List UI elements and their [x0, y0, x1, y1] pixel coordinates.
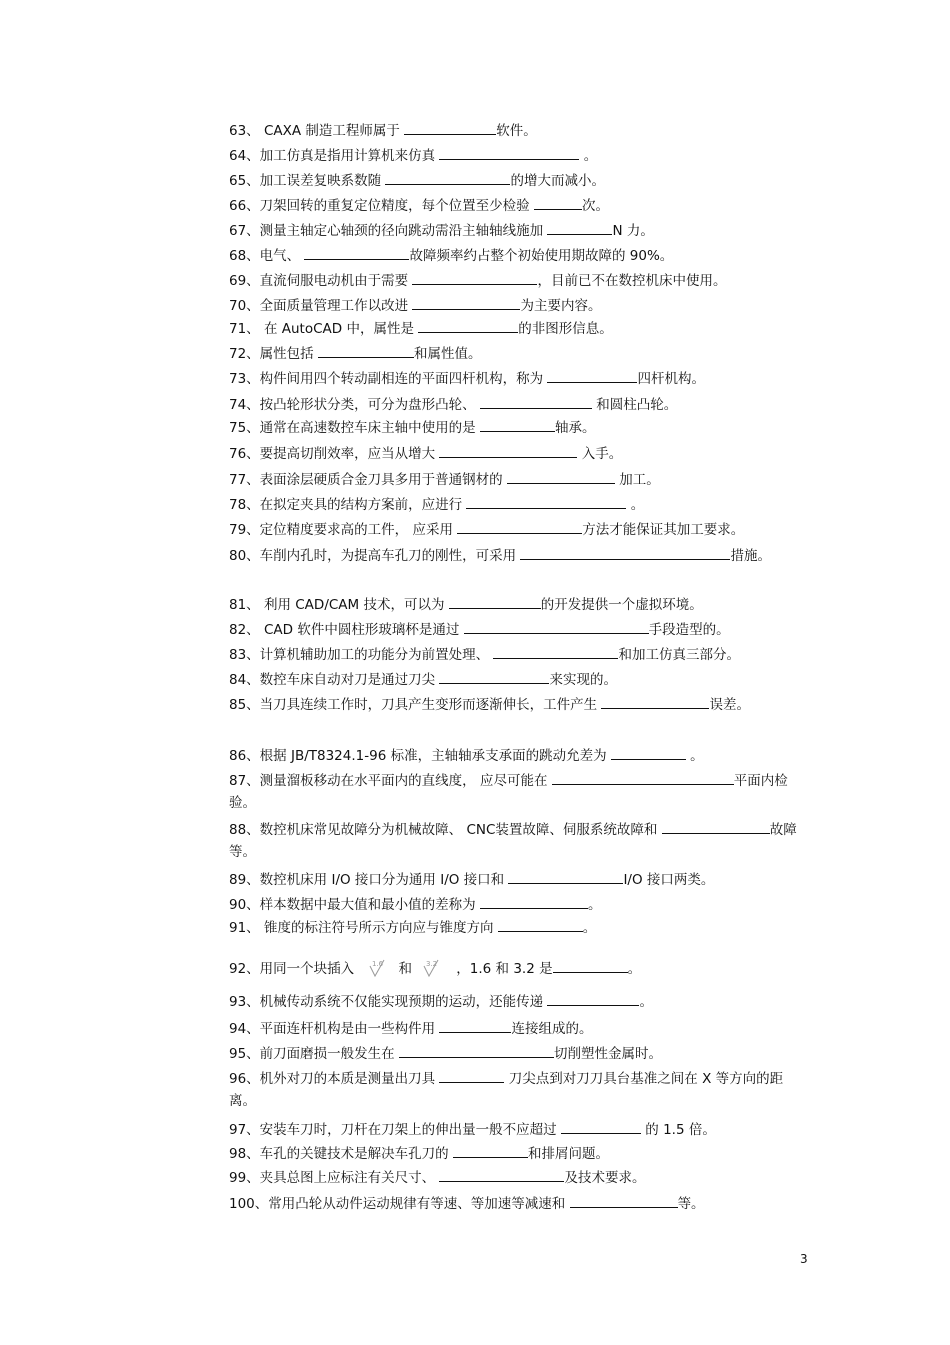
answer-blank[interactable]: [412, 295, 520, 310]
question-item: [229, 343, 809, 365]
answer-blank[interactable]: [412, 270, 537, 285]
question-text: 和加工仿真三部分。: [618, 647, 740, 663]
question-text: 89、数控机床用 I/O 接口分为通用 I/O 接口和: [229, 872, 509, 888]
question-text: 78、在拟定夹具的结构方案前，应进行: [229, 497, 467, 513]
question-text: 和: [398, 961, 412, 977]
question-text: 等。: [677, 1196, 705, 1212]
question-text: 及技术要求。: [564, 1170, 646, 1186]
question-text: 93、机械传动系统不仅能实现预期的运动，还能传递: [229, 994, 548, 1010]
question-text: 误差。: [709, 697, 750, 713]
question-item: [229, 145, 809, 167]
question-text: 94、平面连杆机构是由一些构件用: [229, 1021, 440, 1037]
question-text: 88、数控机床常见故障分为机械故障、 CNC装置故障、伺服系统故障和: [229, 822, 662, 838]
question-item: [229, 1068, 809, 1112]
question-text: 手段造型的。: [648, 622, 730, 638]
question-item: [229, 669, 809, 691]
question-item: [229, 220, 809, 242]
answer-blank[interactable]: [552, 770, 734, 785]
question-item: [229, 1143, 809, 1165]
question-text: 63、 CAXA 制造工程师属于: [229, 123, 405, 139]
question-item: [229, 469, 809, 491]
question-item: [229, 894, 809, 916]
question-text: 76、要提高切削效率，应当从增大: [229, 446, 440, 462]
question-text: 71、 在 AutoCAD 中，属性是: [229, 321, 419, 337]
question-text: ，1.6 和 3.2 是: [451, 961, 553, 977]
question-text: 为主要内容。: [520, 298, 602, 314]
question-text: 平面内检验。: [229, 773, 788, 811]
question-text: 故障频率约占整个初始使用期故障的 90%。: [409, 248, 674, 264]
question-text: 切削塑性金属时。: [553, 1046, 662, 1062]
answer-blank[interactable]: [466, 494, 626, 509]
answer-blank[interactable]: [404, 120, 496, 135]
answer-blank[interactable]: [457, 519, 582, 534]
answer-blank[interactable]: [493, 644, 618, 659]
question-item: [229, 1018, 809, 1040]
question-item: [229, 745, 809, 767]
question-item: [229, 519, 809, 541]
question-text: 72、属性包括: [229, 346, 318, 362]
question-item: [229, 545, 809, 567]
answer-blank[interactable]: [449, 594, 541, 609]
answer-blank[interactable]: [547, 368, 637, 383]
question-text: 95、前刀面磨损一般发生在: [229, 1046, 399, 1062]
answer-blank[interactable]: [439, 669, 549, 684]
question-text: 64、加工仿真是指用计算机来仿真: [229, 148, 440, 164]
answer-blank[interactable]: [553, 958, 628, 973]
question-text: 77、表面涂层硬质合金刀具多用于普通钢材的: [229, 472, 507, 488]
question-text: 刀尖点到对刀刀具台基准之间在 X 等方向的距离。: [229, 1071, 784, 1109]
question-item: [229, 1043, 809, 1065]
question-text: 69、直流伺服电动机由于需要: [229, 273, 413, 289]
question-text: 。: [579, 148, 598, 164]
answer-blank[interactable]: [570, 1193, 678, 1208]
question-text: 来实现的。: [549, 672, 617, 688]
answer-blank[interactable]: [611, 745, 686, 760]
answer-blank[interactable]: [439, 443, 577, 458]
answer-blank[interactable]: [601, 694, 709, 709]
question-text: 86、根据 JB/T8324.1-96 标准，主轴轴承支承面的跳动允差为: [229, 748, 611, 764]
question-item: [229, 917, 809, 939]
question-text: 和排屑问题。: [527, 1146, 609, 1162]
question-text: 79、定位精度要求高的工件， 应采用: [229, 522, 458, 538]
answer-blank[interactable]: [439, 1167, 564, 1182]
question-text: I/O 接口两类。: [623, 872, 715, 888]
roughness-value: 1.6: [372, 960, 384, 968]
answer-blank[interactable]: [547, 220, 612, 235]
question-item: [229, 644, 809, 666]
answer-blank[interactable]: [507, 469, 615, 484]
question-text: 96、机外对刀的本质是测量出刀具: [229, 1071, 440, 1087]
question-item: [229, 195, 809, 217]
roughness-value: 3.2: [425, 960, 438, 968]
question-item: [229, 991, 809, 1013]
question-item: [229, 694, 809, 716]
question-item: [229, 245, 809, 267]
question-text: 。: [685, 748, 704, 764]
question-item: [229, 120, 809, 142]
question-text: 100、常用凸轮从动件运动规律有等速、等加速等减速和: [229, 1196, 570, 1212]
question-text: 。: [627, 961, 642, 977]
question-text: 和属性值。: [413, 346, 482, 362]
question-item: [229, 869, 809, 891]
question-text: N 力。: [612, 223, 654, 239]
question-item: [229, 958, 809, 980]
question-item: [229, 368, 809, 390]
question-text: 。: [639, 994, 653, 1010]
question-text: 66、刀架回转的重复定位精度，每个位置至少检验: [229, 198, 534, 214]
answer-blank[interactable]: [561, 1119, 641, 1134]
question-item: [229, 270, 809, 292]
answer-blank[interactable]: [480, 417, 555, 432]
question-item: [229, 619, 809, 641]
question-item: [229, 770, 809, 814]
question-text: 74、按凸轮形状分类，可分为盘形凸轮、: [229, 397, 480, 413]
question-text: 的增大而减小。: [510, 173, 605, 189]
answer-blank[interactable]: [662, 819, 770, 834]
question-text: 92、用同一个块插入: [229, 961, 359, 977]
question-text: 73、构件间用四个转动副相连的平面四杆机构，称为: [229, 371, 548, 387]
question-text: 75、通常在高速数控车床主轴中使用的是: [229, 420, 480, 436]
question-text: 70、全面质量管理工作以改进: [229, 298, 413, 314]
question-text: 软件。: [496, 123, 537, 139]
question-text: 90、样本数据中最大值和最小值的差称为: [229, 897, 480, 913]
answer-blank[interactable]: [418, 318, 518, 333]
question-text: 97、安装车刀时，刀杆在刀架上的伸出量一般不应超过: [229, 1122, 561, 1138]
question-text: 的 1.5 倍。: [640, 1122, 716, 1138]
question-item: [229, 1167, 809, 1189]
question-item: [229, 443, 809, 465]
question-text: 65、加工误差复映系数随: [229, 173, 386, 189]
answer-blank[interactable]: [453, 1143, 528, 1158]
roughness-symbol-icon: [418, 958, 446, 980]
question-item: [229, 417, 809, 439]
question-text: 83、计算机辅助加工的功能分为前置处理、: [229, 647, 494, 663]
answer-blank[interactable]: [304, 245, 409, 260]
question-text: 连接组成的。: [511, 1021, 593, 1037]
question-item: [229, 1119, 809, 1141]
answer-blank[interactable]: [439, 1068, 504, 1083]
question-text: 82、 CAD 软件中圆柱形玻璃杯是通过: [229, 622, 464, 638]
question-item: [229, 394, 809, 416]
question-text: 的开发提供一个虚拟环境。: [540, 597, 703, 613]
question-item: [229, 170, 809, 192]
question-item: [229, 819, 809, 863]
question-text: 措施。: [730, 548, 771, 564]
question-text: 67、测量主轴定心轴颈的径向跳动需沿主轴轴线施加: [229, 223, 548, 239]
question-text: 次。: [581, 198, 609, 214]
question-text: 99、夹具总图上应标注有关尺寸、: [229, 1170, 440, 1186]
answer-blank[interactable]: [439, 1018, 511, 1033]
question-item: [229, 1193, 809, 1215]
question-text: 和圆柱凸轮。: [591, 397, 678, 413]
answer-blank[interactable]: [508, 869, 623, 884]
question-item: [229, 295, 809, 317]
answer-blank[interactable]: [480, 394, 592, 409]
question-text: 98、车孔的关键技术是解决车孔刀的: [229, 1146, 453, 1162]
question-text: 四杆机构。: [637, 371, 705, 387]
question-text: 85、当刀具连续工作时，刀具产生变形而逐渐伸长，工件产生: [229, 697, 602, 713]
roughness-symbol-icon: [364, 958, 392, 980]
question-text: 。: [587, 897, 602, 913]
question-item: [229, 594, 809, 616]
question-text: 。: [582, 920, 597, 936]
answer-blank[interactable]: [439, 145, 579, 160]
question-text: ，目前已不在数控机床中使用。: [537, 273, 727, 289]
question-text: 方法才能保证其加工要求。: [582, 522, 745, 538]
question-text: 68、电气、: [229, 248, 305, 264]
question-item: [229, 494, 809, 516]
answer-blank[interactable]: [464, 619, 649, 634]
answer-blank[interactable]: [498, 917, 583, 932]
question-text: 80、车削内孔时，为提高车孔刀的刚性，可采用: [229, 548, 521, 564]
question-text: 81、 利用 CAD/CAM 技术，可以为: [229, 597, 449, 613]
page-number: 3: [800, 1252, 808, 1266]
answer-blank[interactable]: [318, 343, 414, 358]
question-text: 加工。: [614, 472, 660, 488]
answer-blank[interactable]: [399, 1043, 554, 1058]
question-item: [229, 318, 809, 340]
question-text: 的非图形信息。: [518, 321, 613, 337]
question-text: 。: [626, 497, 645, 513]
question-text: 91、 锥度的标注符号所示方向应与锥度方向: [229, 920, 498, 936]
question-text: 轴承。: [554, 420, 596, 436]
answer-blank[interactable]: [480, 894, 588, 909]
answer-blank[interactable]: [547, 991, 639, 1006]
question-text: 入手。: [577, 446, 623, 462]
question-text: 故障等。: [229, 822, 797, 860]
answer-blank[interactable]: [520, 545, 730, 560]
question-text: 87、测量溜板移动在水平面内的直线度， 应尽可能在: [229, 773, 552, 789]
answer-blank[interactable]: [385, 170, 510, 185]
answer-blank[interactable]: [534, 195, 582, 210]
question-text: 84、数控车床自动对刀是通过刀尖: [229, 672, 440, 688]
